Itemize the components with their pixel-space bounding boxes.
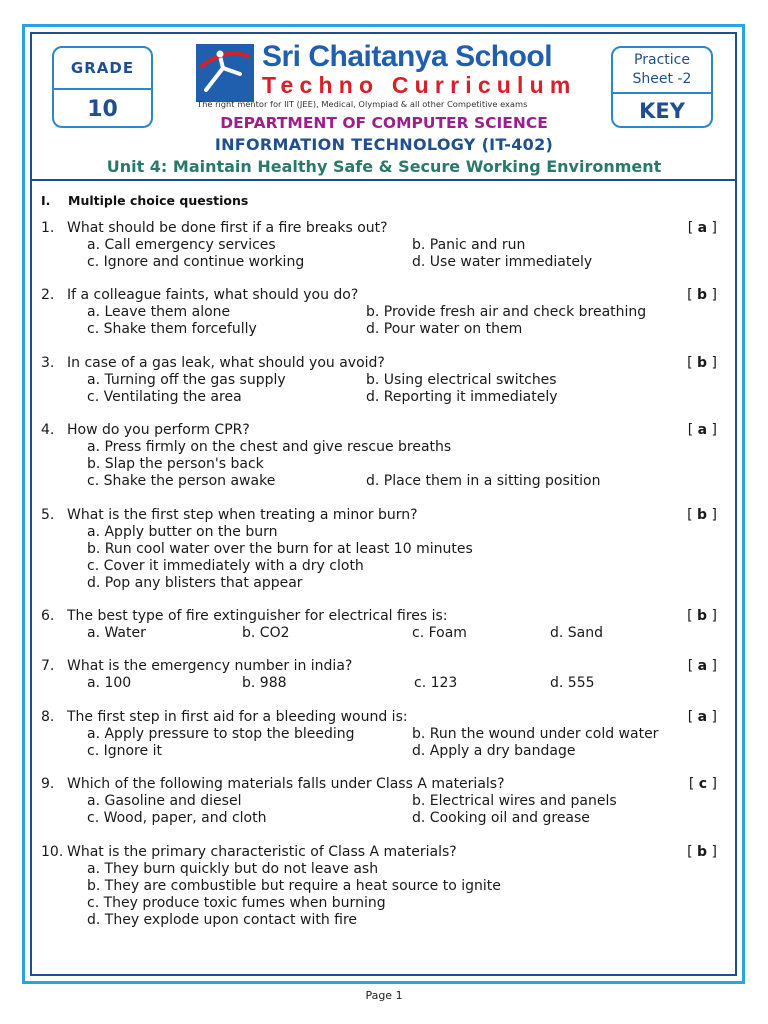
option-c: c. Wood, paper, and cloth bbox=[87, 810, 267, 826]
option-a: a. Water bbox=[87, 625, 146, 641]
option-a: a. Turning off the gas supply bbox=[87, 372, 286, 388]
answer-letter: b bbox=[697, 355, 708, 371]
question-text: Which of the following materials falls under Class A materials? bbox=[67, 776, 505, 792]
option-a: a. Gasoline and diesel bbox=[87, 793, 242, 809]
question-number: 2. bbox=[41, 287, 55, 303]
option-b: b. Run cool water over the burn for at least 10 minutes bbox=[87, 541, 473, 557]
option-b: b. Slap the person's back bbox=[87, 456, 264, 472]
option-a: a. Apply pressure to stop the bleeding bbox=[87, 726, 355, 742]
option-d: d. Pour water on them bbox=[366, 321, 523, 337]
option-d: d. Pop any blisters that appear bbox=[87, 575, 303, 591]
question-text: What should be done first if a fire breaks out? bbox=[67, 220, 388, 236]
grade-label: GRADE bbox=[54, 48, 151, 90]
question-number: 9. bbox=[41, 776, 55, 792]
question-text: What is the first step when treating a minor burn? bbox=[67, 507, 418, 523]
school-name: Sri Chaitanya School bbox=[262, 40, 553, 73]
option-a: a. 100 bbox=[87, 675, 132, 691]
answer-letter: a bbox=[697, 422, 708, 438]
answer-key: [ a ] bbox=[687, 658, 717, 674]
question-9 bbox=[41, 776, 721, 827]
answer-letter: b bbox=[697, 844, 708, 860]
question-6 bbox=[41, 608, 721, 642]
curriculum-name: Techno Curriculum bbox=[262, 72, 577, 98]
answer-key: [ b ] bbox=[687, 287, 717, 303]
question-number: 5. bbox=[41, 507, 55, 523]
question-number: 8. bbox=[41, 709, 55, 725]
option-c: c. Ventilating the area bbox=[87, 389, 242, 405]
question-1 bbox=[41, 220, 721, 271]
answer-letter: a bbox=[697, 658, 708, 674]
tagline: The right mentor for IIT (JEE), Medical, Olympiad & all other Competitive exams bbox=[197, 99, 528, 109]
question-number: 1. bbox=[41, 220, 55, 236]
question-7 bbox=[41, 658, 721, 692]
sheet-line-1: Practice bbox=[634, 52, 690, 68]
question-5 bbox=[41, 507, 721, 592]
answer-key: [ b ] bbox=[687, 608, 717, 624]
answer-key: [ a ] bbox=[687, 422, 717, 438]
question-text: In case of a gas leak, what should you avoid? bbox=[67, 355, 385, 371]
question-text: What is the primary characteristic of Class A materials? bbox=[67, 844, 457, 860]
question-10 bbox=[41, 844, 721, 929]
unit-title: Unit 4: Maintain Healthy Safe & Secure Working Environment bbox=[106, 157, 662, 176]
option-c: c. They produce toxic fumes when burning bbox=[87, 895, 386, 911]
answer-letter: b bbox=[697, 608, 708, 624]
question-text: How do you perform CPR? bbox=[67, 422, 250, 438]
question-text: If a colleague faints, what should you do? bbox=[67, 287, 359, 303]
question-number: 3. bbox=[41, 355, 55, 371]
answer-letter: c bbox=[698, 776, 708, 792]
option-b: b. CO2 bbox=[242, 625, 290, 641]
answer-key: [ b ] bbox=[687, 507, 717, 523]
option-c: c. Shake them forcefully bbox=[87, 321, 257, 337]
option-a: a. Leave them alone bbox=[87, 304, 231, 320]
option-b: b. Provide fresh air and check breathing bbox=[366, 304, 647, 320]
option-c: c. Ignore and continue working bbox=[87, 254, 305, 270]
answer-letter: b bbox=[697, 507, 708, 523]
option-d: d. They explode upon contact with fire bbox=[87, 912, 358, 928]
school-logo-icon bbox=[196, 44, 254, 102]
option-c: c. Foam bbox=[412, 625, 467, 641]
option-d: d. Sand bbox=[550, 625, 604, 641]
question-2 bbox=[41, 287, 721, 338]
option-b: b. They are combustible but require a heat source to ignite bbox=[87, 878, 501, 894]
option-c: c. Cover it immediately with a dry cloth bbox=[87, 558, 364, 574]
question-3 bbox=[41, 355, 721, 406]
option-a: a. They burn quickly but do not leave ash bbox=[87, 861, 379, 877]
option-d: d. Apply a dry bandage bbox=[412, 743, 576, 759]
option-b: b. Panic and run bbox=[412, 237, 526, 253]
option-b: b. 988 bbox=[242, 675, 287, 691]
question-number: 6. bbox=[41, 608, 55, 624]
answer-letter: b bbox=[697, 287, 708, 303]
grade-value: 10 bbox=[87, 96, 118, 122]
sheet-key: KEY bbox=[639, 99, 685, 123]
section-heading bbox=[41, 193, 248, 208]
option-c: c. 123 bbox=[414, 675, 458, 691]
header-divider bbox=[30, 179, 737, 181]
answer-letter: a bbox=[697, 220, 708, 236]
answer-key: [ b ] bbox=[687, 355, 717, 371]
question-number: 4. bbox=[41, 422, 55, 438]
answer-key: [ b ] bbox=[687, 844, 717, 860]
question-number: 7. bbox=[41, 658, 55, 674]
section-number: I. bbox=[41, 193, 51, 208]
answer-key: [ a ] bbox=[687, 220, 717, 236]
question-4 bbox=[41, 422, 721, 490]
option-b: b. Electrical wires and panels bbox=[412, 793, 617, 809]
option-a: a. Apply butter on the burn bbox=[87, 524, 278, 540]
option-c: c. Ignore it bbox=[87, 743, 162, 759]
question-text: The best type of fire extinguisher for electrical fires is: bbox=[67, 608, 448, 624]
option-b: b. Run the wound under cold water bbox=[412, 726, 659, 742]
question-8 bbox=[41, 709, 721, 760]
answer-key: [ a ] bbox=[687, 709, 717, 725]
option-d: d. Place them in a sitting position bbox=[366, 473, 601, 489]
option-d: d. Reporting it immediately bbox=[366, 389, 558, 405]
question-text: The first step in first aid for a bleeding wound is: bbox=[67, 709, 408, 725]
question-number: 10. bbox=[41, 844, 64, 860]
page-number: Page 1 bbox=[365, 989, 403, 1002]
subject-title: INFORMATION TECHNOLOGY (IT-402) bbox=[214, 135, 554, 154]
option-d: d. Use water immediately bbox=[412, 254, 593, 270]
section-title: Multiple choice questions bbox=[68, 193, 249, 208]
option-d: d. Cooking oil and grease bbox=[412, 810, 590, 826]
answer-letter: a bbox=[697, 709, 708, 725]
sheet-line-2: Sheet -2 bbox=[632, 71, 692, 87]
department-title: DEPARTMENT OF COMPUTER SCIENCE bbox=[220, 114, 548, 132]
option-a: a. Call emergency services bbox=[87, 237, 276, 253]
option-a: a. Press firmly on the chest and give rescue breaths bbox=[87, 439, 452, 455]
question-text: What is the emergency number in india? bbox=[67, 658, 353, 674]
option-c: c. Shake the person awake bbox=[87, 473, 276, 489]
sheet-label bbox=[613, 48, 711, 94]
option-b: b. Using electrical switches bbox=[366, 372, 557, 388]
option-d: d. 555 bbox=[550, 675, 595, 691]
answer-key: [ c ] bbox=[688, 776, 717, 792]
